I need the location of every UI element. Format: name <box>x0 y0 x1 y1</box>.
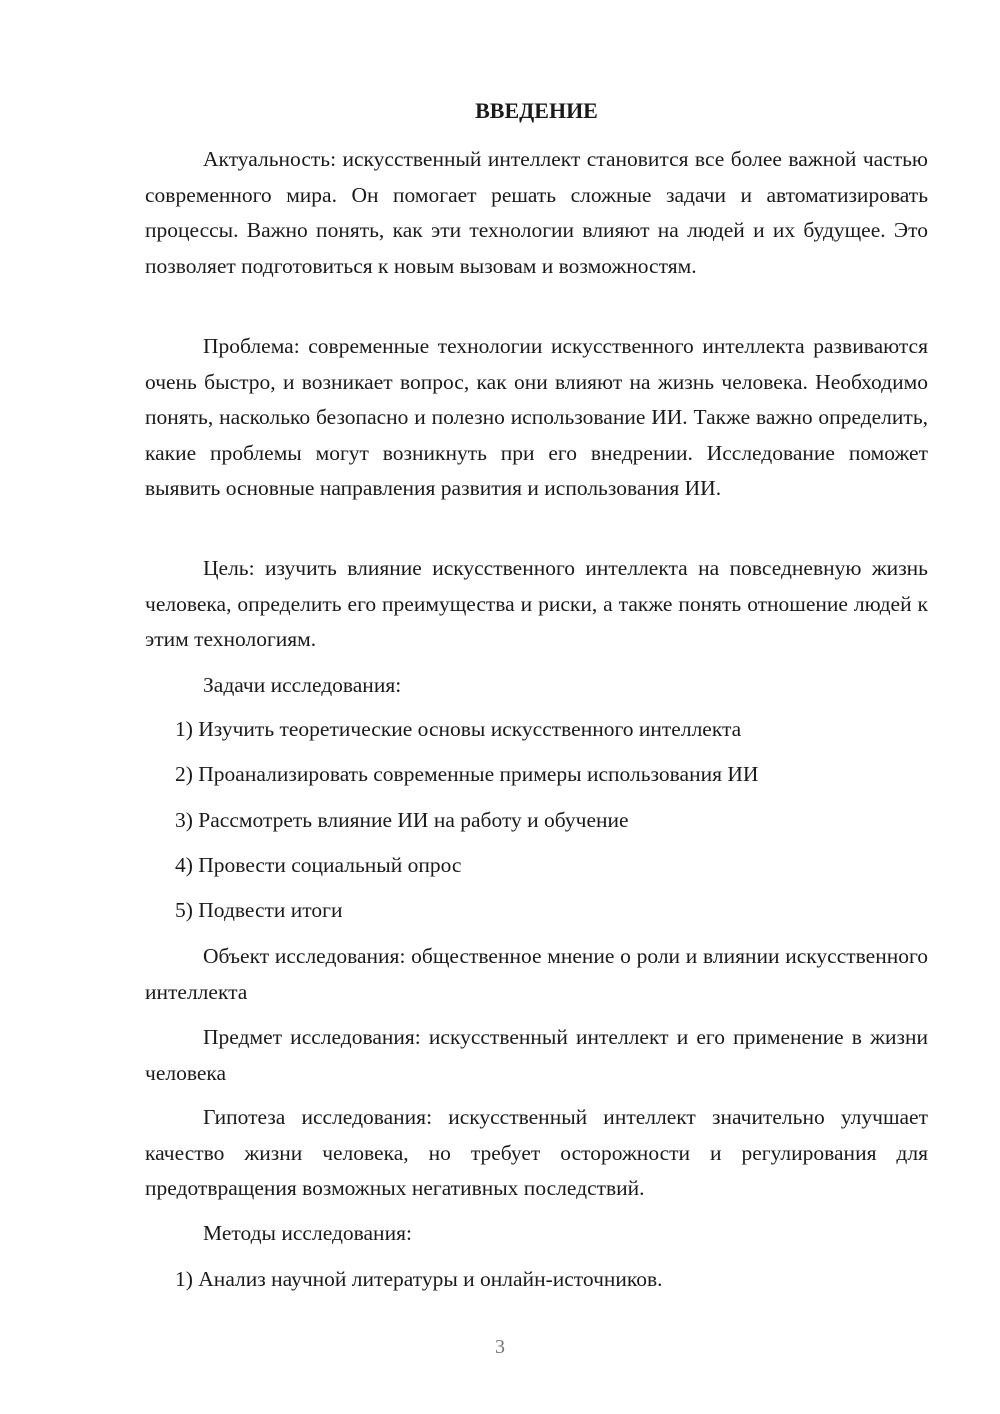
methods-label: Методы исследования: <box>203 1221 412 1245</box>
task-item: 5) Подвести итоги <box>175 898 343 922</box>
task-item: 2) Проанализировать современные примеры использования ИИ <box>175 762 759 786</box>
task-item: 3) Рассмотреть влияние ИИ на работу и обучение <box>175 808 629 832</box>
subject-paragraph: Предмет исследования: искусственный интеллект и его применение в жизни человека <box>145 1025 928 1085</box>
task-item: 1) Изучить теоретические основы искусственного интеллекта <box>175 717 742 741</box>
method-item: 1) Анализ научной литературы и онлайн-источников. <box>175 1267 663 1291</box>
page-number: 3 <box>495 1336 505 1358</box>
task-item: 4) Провести социальный опрос <box>175 853 462 877</box>
problem-paragraph: Проблема: современные технологии искусственного интеллекта развиваются очень быстро, и возникает вопрос, как они влияют на жизнь человека. Необходимо понять, насколько безопасно и полезно использование ИИ. Также важно определить, какие проблемы могут возникнуть при его внедрении. Исследование поможет выявить основные направления развития и использования ИИ. <box>145 334 928 500</box>
relevance-paragraph: Актуальность: искусственный интеллект становится все более важной частью современного мира. Он помогает решать сложные задачи и автоматизировать процессы. Важно понять, как эти технологии влияют на людей и их будущее. Это позволяет подготовиться к новым вызовам и возможностям. <box>145 147 928 278</box>
tasks-label: Задачи исследования: <box>203 673 402 697</box>
goal-paragraph: Цель: изучить влияние искусственного интеллекта на повседневную жизнь человека, определить его преимущества и риски, а также понять отношение людей к этим технологиям. <box>145 556 928 651</box>
hypothesis-paragraph: Гипотеза исследования: искусственный интеллект значительно улучшает качество жизни человека, но требует осторожности и регулирования для предотвращения возможных негативных последствий. <box>145 1105 928 1200</box>
section-title: ВВЕДЕНИЕ <box>475 98 598 123</box>
object-paragraph: Объект исследования: общественное мнение о роли и влиянии искусственного интеллекта <box>145 944 928 1004</box>
